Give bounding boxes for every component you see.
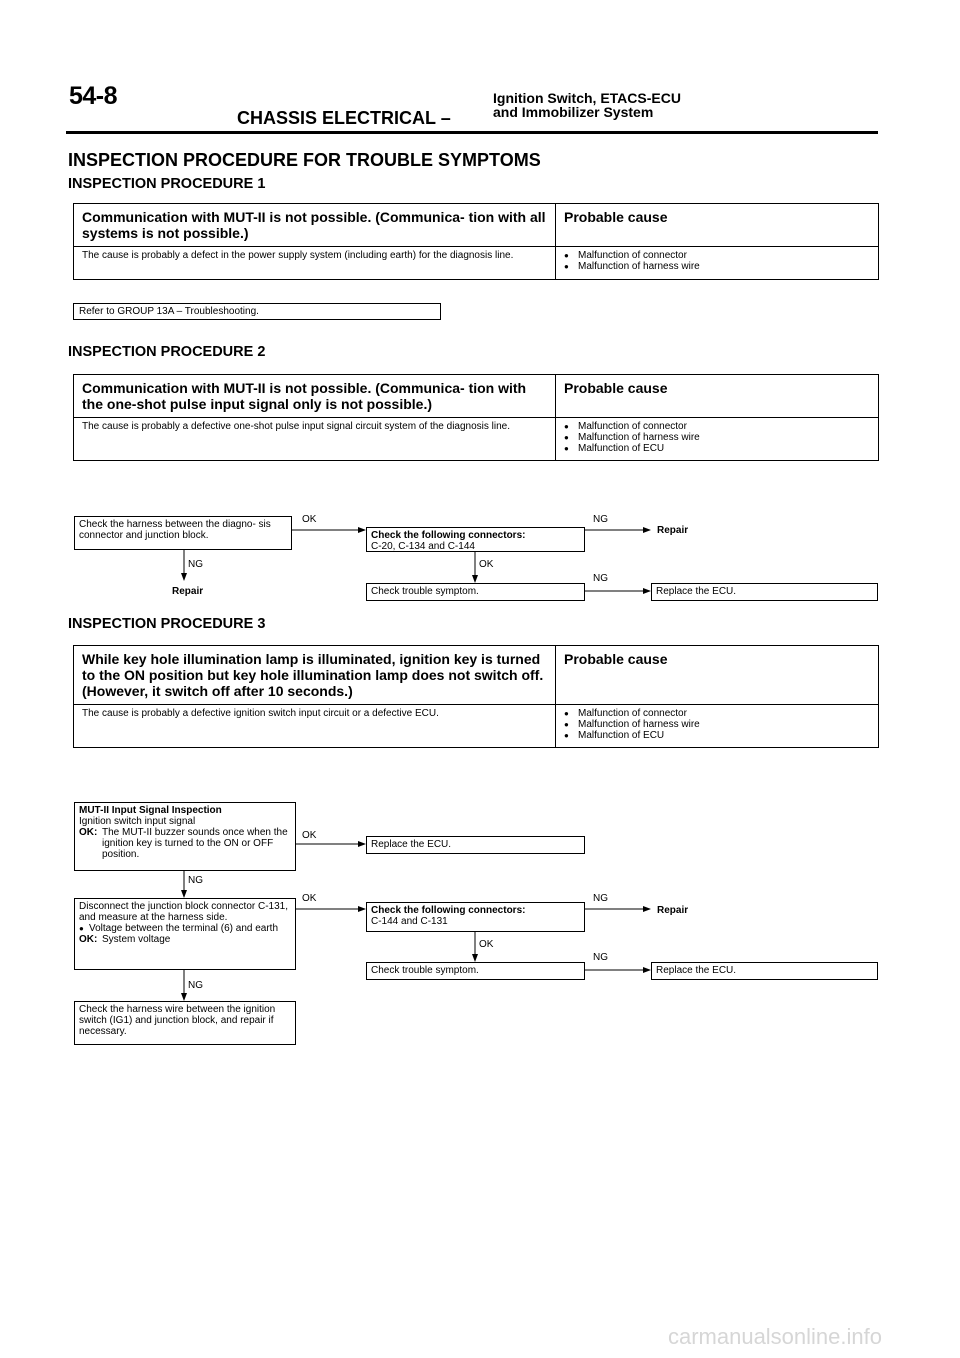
- disconnect-text: Disconnect the junction block connector C-131, and measure at the harness side.: [79, 901, 289, 923]
- flow-label-ok: OK: [479, 939, 494, 950]
- flow-label-ng: NG: [593, 514, 608, 525]
- check-symptom-box: Check trouble symptom.: [366, 962, 585, 980]
- mut-ok-text: The MUT-II buzzer sounds once when the ignition key is turned to the ON or OFF position.: [102, 827, 288, 860]
- final-check-box: Check the harness wire between the ignition switch (IG1) and junction block, and repair if necessary.: [74, 1001, 296, 1045]
- repair-label: Repair: [172, 586, 204, 597]
- procedure-1-reference: Refer to GROUP 13A – Troubleshooting.: [73, 303, 441, 320]
- procedure-3-description: The cause is probably a defective ignition switch input circuit or a defective ECU.: [74, 705, 556, 748]
- procedure-3-heading: INSPECTION PROCEDURE 3: [68, 616, 266, 632]
- replace-ecu-box: Replace the ECU.: [651, 583, 878, 601]
- check-harness-box: Check the harness between the diagno- sis connector and junction block.: [74, 516, 292, 550]
- mut-line: Ignition switch input signal: [79, 816, 196, 827]
- flow-label-ok: OK: [302, 893, 317, 904]
- cause-item: ● Malfunction of connector: [564, 421, 870, 432]
- procedure-2-cause-header: Probable cause: [556, 375, 879, 418]
- procedure-1-heading: INSPECTION PROCEDURE 1: [68, 176, 266, 192]
- replace-ecu-box: Replace the ECU.: [651, 962, 878, 980]
- connectors-title: Check the following connectors:: [371, 530, 526, 541]
- cause-item: ● Malfunction of ECU: [564, 730, 870, 741]
- flow-label-ng: NG: [188, 875, 203, 886]
- check-symptom-box: Check trouble symptom.: [366, 583, 585, 601]
- flow-label-ng: NG: [593, 952, 608, 963]
- cause-item: ● Malfunction of connector: [564, 708, 870, 719]
- flow-label-ok: OK: [302, 514, 317, 525]
- mut-ok-label: OK:: [79, 827, 98, 838]
- procedure-1-symptom: Communication with MUT-II is not possible. (Communica- tion with all systems is not possible.): [74, 204, 556, 247]
- repair-label: Repair: [657, 905, 689, 916]
- connectors-list: C-144 and C-131: [371, 916, 448, 927]
- procedure-1-description: The cause is probably a defect in the power supply system (including earth) for the diagnosis line.: [74, 247, 556, 280]
- procedure-2-description: The cause is probably a defective one-shot pulse input signal circuit system of the diagnosis line.: [74, 418, 556, 461]
- procedure-2-heading: INSPECTION PROCEDURE 2: [68, 344, 266, 360]
- procedure-1-cause-header: Probable cause: [556, 204, 879, 247]
- procedure-3-cause-header: Probable cause: [556, 646, 879, 705]
- flow-label-ok: OK: [302, 830, 317, 841]
- replace-ecu-box: Replace the ECU.: [366, 836, 585, 854]
- flow-label-ok: OK: [479, 559, 494, 570]
- cause-item: ● Malfunction of harness wire: [564, 719, 870, 730]
- subtitle-line-2: and Immobilizer System: [493, 104, 654, 120]
- connectors-title: Check the following connectors:: [371, 905, 526, 916]
- section-dash: –: [440, 108, 451, 128]
- mut-title: MUT-II Input Signal Inspection: [79, 805, 222, 816]
- bullet-icon: ●: [79, 924, 84, 933]
- disconnect-bullet-text: Voltage between the terminal (6) and earth: [89, 923, 279, 934]
- flow-label-ng: NG: [593, 573, 608, 584]
- flow-label-ng: NG: [188, 980, 203, 991]
- cause-item: ● Malfunction of harness wire: [564, 261, 870, 272]
- cause-item: ● Malfunction of harness wire: [564, 432, 870, 443]
- page-number: 54-8: [69, 82, 118, 110]
- procedure-2-symptom: Communication with MUT-II is not possible. (Communica- tion with the one-shot pulse input signal only is not possible.): [74, 375, 556, 418]
- cause-item: ● Malfunction of connector: [564, 250, 870, 261]
- flow-label-ng: NG: [593, 893, 608, 904]
- procedure-3-symptom: While key hole illumination lamp is illuminated, ignition key is turned to the ON position but key hole illumination lamp does not switch off. (However, it switch off after 10 seconds.): [74, 646, 556, 705]
- watermark: carmanualsonline.info: [667, 1324, 882, 1349]
- repair-label: Repair: [657, 525, 689, 536]
- disconnect-ok-text: System voltage: [102, 934, 171, 945]
- disconnect-ok-label: OK:: [79, 934, 98, 945]
- connectors-list: C-20, C-134 and C-144: [371, 541, 475, 552]
- flow-label-ng: NG: [188, 559, 203, 570]
- subtitle-line-1: Ignition Switch, ETACS-ECU: [493, 90, 681, 106]
- cause-item: ● Malfunction of ECU: [564, 443, 870, 454]
- section-name: CHASSIS ELECTRICAL: [237, 108, 436, 128]
- main-title: INSPECTION PROCEDURE FOR TROUBLE SYMPTOMS: [68, 150, 541, 170]
